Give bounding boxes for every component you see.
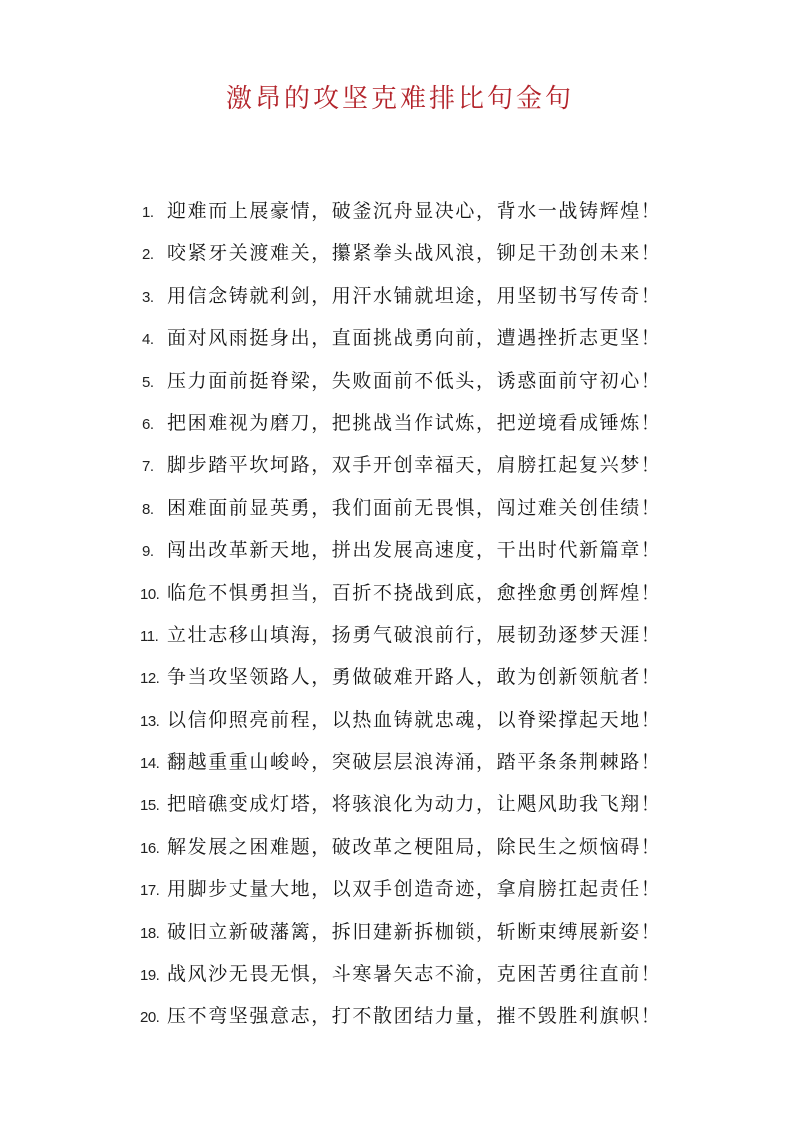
item-number: 17. xyxy=(140,882,160,900)
list-item xyxy=(140,874,700,916)
item-number: 9. xyxy=(142,543,154,561)
item-text: 压力面前挺脊梁，失败面前不低头，诱惑面前守初心！ xyxy=(167,369,662,392)
list-item xyxy=(140,578,700,620)
list-item xyxy=(140,705,700,747)
item-number: 7. xyxy=(142,458,154,476)
item-number: 10. xyxy=(140,585,160,603)
list-item xyxy=(140,789,700,831)
page-title: 激昂的攻坚克难排比句金句 xyxy=(225,84,574,114)
item-text: 立壮志移山填海，扬勇气破浪前行，展韧劲逐梦天涯！ xyxy=(167,623,662,646)
item-text: 压不弯坚强意志，打不散团结力量，摧不毁胜利旗帜！ xyxy=(167,1005,662,1028)
item-text: 面对风雨挺身出，直面挑战勇向前，遭遇挫折志更坚！ xyxy=(167,327,662,350)
item-text: 把困难视为磨刀，把挑战当作试炼，把逆境看成锤炼！ xyxy=(167,411,662,434)
list-item xyxy=(140,493,700,535)
list-item xyxy=(140,408,700,450)
item-number: 1. xyxy=(142,204,154,221)
item-text: 争当攻坚领路人，勇做破难开路人，敢为创新领航者！ xyxy=(167,666,662,689)
item-number: 3. xyxy=(142,288,154,306)
list-item xyxy=(140,366,700,408)
item-text: 用脚步丈量大地，以双手创造奇迹，拿肩膀扛起责任！ xyxy=(167,878,662,901)
item-number: 18. xyxy=(140,924,160,942)
list-item xyxy=(140,535,700,577)
sentence-list xyxy=(140,196,700,1044)
list-item xyxy=(140,662,700,704)
list-item xyxy=(140,832,700,874)
item-text: 翻越重重山峻岭，突破层层浪涛涌，踏平条条荆棘路！ xyxy=(167,751,662,774)
list-item xyxy=(140,620,700,662)
item-text: 困难面前显英勇，我们面前无畏惧，闯过难关创佳绩！ xyxy=(167,496,662,519)
list-item xyxy=(140,747,700,789)
list-item xyxy=(140,959,700,1001)
list-item xyxy=(140,1001,700,1043)
item-number: 19. xyxy=(140,967,160,985)
item-text: 咬紧牙关渡难关，攥紧拳头战风浪，铆足干劲创未来！ xyxy=(167,242,662,265)
list-item xyxy=(140,196,700,238)
list-item xyxy=(140,450,700,492)
item-text: 临危不惧勇担当，百折不挠战到底，愈挫愈勇创辉煌！ xyxy=(167,581,662,604)
item-number: 14. xyxy=(140,755,160,773)
item-number: 6. xyxy=(142,415,154,433)
item-text: 迎难而上展豪情，破釜沉舟显决心，背水一战铸辉煌！ xyxy=(167,200,662,222)
item-text: 以信仰照亮前程，以热血铸就忠魂，以脊梁撑起天地！ xyxy=(167,708,662,731)
item-number: 16. xyxy=(140,839,160,857)
item-number: 4. xyxy=(142,331,154,349)
item-number: 13. xyxy=(140,712,160,730)
item-text: 用信念铸就利剑，用汗水铺就坦途，用坚韧书写传奇！ xyxy=(167,284,662,307)
list-item xyxy=(140,281,700,323)
list-item xyxy=(140,238,700,280)
item-number: 15. xyxy=(140,797,160,815)
list-item xyxy=(140,323,700,365)
item-text: 破旧立新破藩篱，拆旧建新拆枷锁，斩断束缚展新姿！ xyxy=(167,920,662,943)
item-text: 把暗礁变成灯塔，将骇浪化为动力，让飓风助我飞翔！ xyxy=(167,793,662,816)
item-number: 20. xyxy=(140,1009,160,1027)
item-text: 脚步踏平坎坷路，双手开创幸福天，肩膀扛起复兴梦！ xyxy=(167,454,662,477)
item-number: 2. xyxy=(142,246,154,264)
item-number: 8. xyxy=(142,500,154,518)
item-text: 闯出改革新天地，拼出发展高速度，干出时代新篇章！ xyxy=(167,539,662,562)
item-number: 12. xyxy=(140,670,160,688)
item-number: 11. xyxy=(140,627,159,645)
item-text: 解发展之困难题，破改革之梗阻局，除民生之烦恼碍！ xyxy=(167,835,662,858)
item-number: 5. xyxy=(142,373,154,391)
list-item xyxy=(140,917,700,959)
item-text: 战风沙无畏无惧，斗寒暑矢志不渝，克困苦勇往直前！ xyxy=(167,963,662,986)
